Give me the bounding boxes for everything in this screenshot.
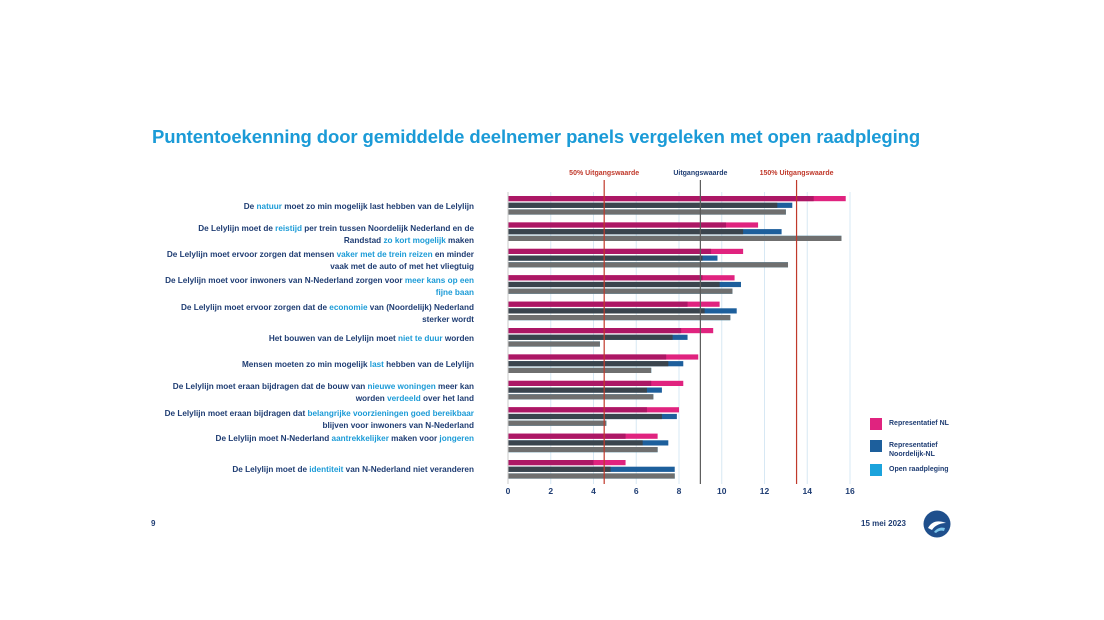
x-tick-label: 4 xyxy=(591,486,596,496)
page-number: 9 xyxy=(151,519,156,528)
category-label: De Lelylijn moet eraan bijdragen dat belangrijke voorzieningen goed bereikbaar blijven voor inwoners van N-Nederland xyxy=(164,409,474,430)
x-tick-label: 6 xyxy=(633,486,639,496)
legend-swatch xyxy=(870,464,882,476)
bar-open-overlay xyxy=(508,421,606,426)
bar-nl-overlay xyxy=(508,328,681,333)
category-label: De Lelylijn moet de identiteit van N-Nederland niet veranderen xyxy=(232,465,474,474)
category-label: De Lelylijn moet eraan bijdragen dat de bouw van nieuwe woningen meer kan worden verdeeld over het land xyxy=(172,382,474,403)
bar-nl-overlay xyxy=(508,302,688,307)
category-label: De Lelylijn moet ervoor zorgen dat de economie van (Noordelijk) Nederland sterker wordt xyxy=(180,303,474,324)
legend-swatch xyxy=(870,440,882,452)
bar-nl-overlay xyxy=(508,407,647,412)
bar-nl-overlay xyxy=(508,196,814,201)
bar-open-overlay xyxy=(508,236,841,241)
bar-open-overlay xyxy=(508,209,786,214)
x-tick-label: 2 xyxy=(548,486,554,496)
category-label: De natuur moet zo min mogelijk last hebben van de Lelylijn xyxy=(243,202,474,211)
footer-date: 15 mei 2023 xyxy=(861,519,906,528)
bar-open-overlay xyxy=(508,289,732,294)
bar-noord-overlay xyxy=(508,361,668,366)
bar-noord-overlay xyxy=(508,467,611,472)
reference-line-label: 50% Uitgangswaarde xyxy=(569,170,640,177)
bar-nl-overlay xyxy=(508,222,726,227)
bar-noord-overlay xyxy=(508,414,662,419)
bar-open-overlay xyxy=(508,473,675,478)
legend-swatch xyxy=(870,418,882,430)
legend-label: Open raadpleging xyxy=(889,466,949,473)
bar-open-overlay xyxy=(508,315,730,320)
bar-open-overlay xyxy=(508,447,658,452)
bar-noord-overlay xyxy=(508,229,743,234)
bar-open-overlay xyxy=(508,394,653,399)
bar-nl-overlay xyxy=(508,460,594,465)
bar-open-overlay xyxy=(508,262,788,267)
bar-noord-overlay xyxy=(508,388,647,393)
bar-noord-overlay xyxy=(508,440,643,445)
reference-line-label: 150% Uitgangswaarde xyxy=(759,170,834,177)
bar-open-overlay xyxy=(508,341,600,346)
x-tick-label: 0 xyxy=(505,486,511,496)
bar-nl-overlay xyxy=(508,275,703,280)
category-label: Het bouwen van de Lelylijn moet niet te duur worden xyxy=(268,334,474,343)
bar-noord-overlay xyxy=(508,203,777,208)
category-label: De Lelylijn moet voor inwoners van N-Nederland zorgen voor meer kans op een fijne baan xyxy=(165,276,474,297)
bar-noord-overlay xyxy=(508,282,720,287)
bar-nl-overlay xyxy=(508,249,711,254)
x-tick-label: 12 xyxy=(759,486,770,496)
x-tick-label: 16 xyxy=(845,486,855,496)
logo-icon xyxy=(923,510,951,538)
bar-noord-overlay xyxy=(508,256,703,261)
legend-label: Representatief Noordelijk-NL xyxy=(889,442,938,458)
x-tick-label: 10 xyxy=(717,486,727,496)
bar-nl-overlay xyxy=(508,381,651,386)
category-label: De Lelylijn moet N-Nederland aantrekkelijker maken voor jongeren xyxy=(215,434,474,443)
slide-title: Puntentoekenning door gemiddelde deelnemer panels vergeleken met open raadpleging xyxy=(152,126,921,147)
bar-open-overlay xyxy=(508,368,651,373)
x-tick-label: 14 xyxy=(802,486,812,496)
legend-label: Representatief NL xyxy=(889,420,949,427)
x-tick-label: 8 xyxy=(676,486,682,496)
bar-nl-overlay xyxy=(508,354,666,359)
bar-noord-overlay xyxy=(508,308,705,313)
bar-nl-overlay xyxy=(508,434,626,439)
category-label: Mensen moeten zo min mogelijk last hebben van de Lelylijn xyxy=(241,360,474,369)
category-label: De Lelylijn moet ervoor zorgen dat mensen vaker met de trein reizen en minder vaak met de auto of met het vliegtuig xyxy=(166,250,474,271)
reference-line-label: Uitgangswaarde xyxy=(673,170,728,177)
bar-noord-overlay xyxy=(508,335,673,340)
category-label: De Lelylijn moet de reistijd per trein tussen Noordelijk Nederland en de Randstad zo kort mogelijk maken xyxy=(198,224,474,245)
